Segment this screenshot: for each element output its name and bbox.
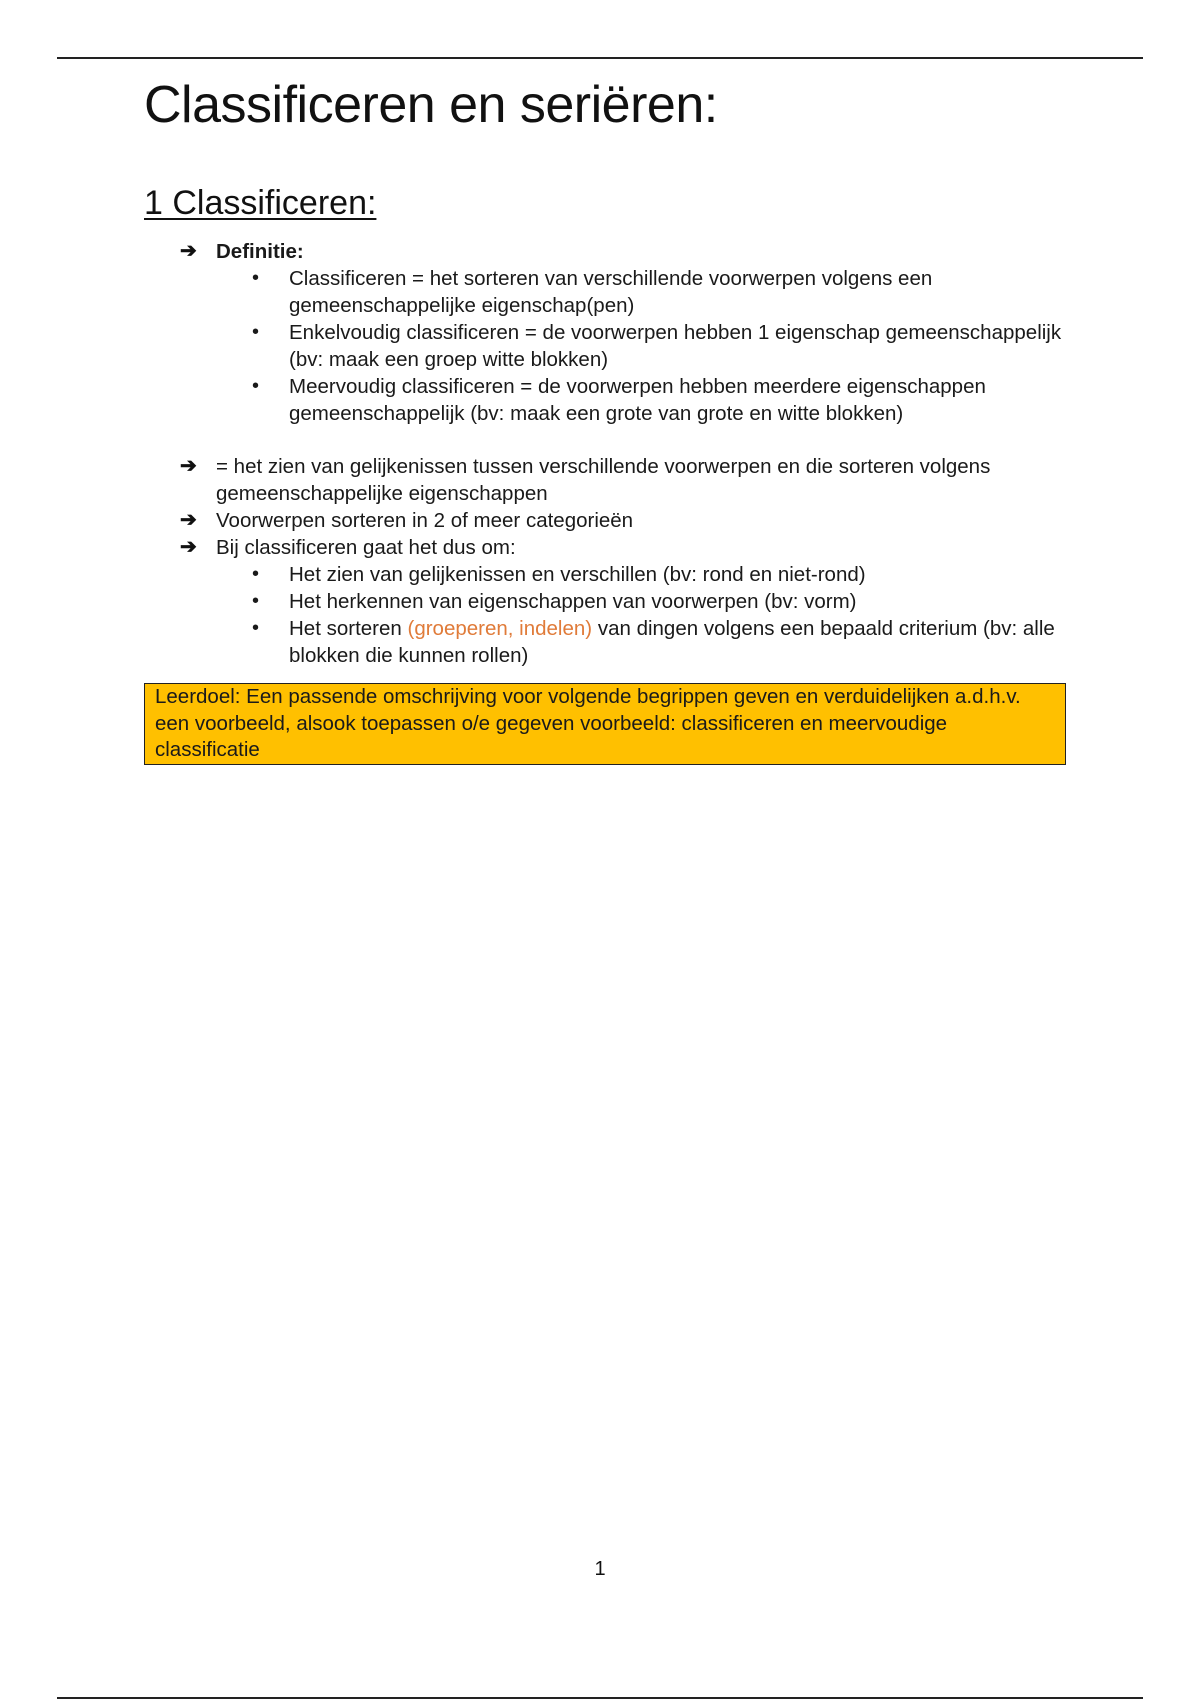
bullet-icon: • [252,563,260,585]
bullet-item [252,319,1064,373]
point-item [180,507,1064,534]
arrow-icon: ➔ [180,509,197,531]
bullet-icon: • [252,321,260,343]
document-title: Classificeren en seriëren: [144,76,718,134]
definition-label: Definitie: [216,240,304,263]
sub-point-text: Het herkennen van eigenschappen van voorwerpen (bv: vorm) [289,590,857,613]
definition-list [144,238,1064,427]
point-text: Bij classificeren gaat het dus om: [216,536,516,559]
definition-item [180,238,1064,427]
bullet-item [252,373,1064,427]
section-heading: 1 Classificeren: [144,184,377,222]
points-list [144,453,1064,669]
page-number: 1 [594,1558,606,1580]
bullet-item [252,588,1064,615]
definition-bullets [216,265,1064,427]
definition-text: Enkelvoudig classificeren = de voorwerpen hebben 1 eigenschap gemeenschappelijk (bv: maak een groep witte blokken) [289,321,1062,371]
definition-text: Classificeren = het sorteren van verschillende voorwerpen volgens een gemeenschappelijke eigenschap(pen) [289,267,933,317]
point-item [180,453,1064,507]
point-item [180,534,1064,669]
bullet-icon: • [252,590,260,612]
header-rule [57,57,1143,59]
bullet-item [252,561,1064,588]
bullet-icon: • [252,617,260,639]
arrow-icon: ➔ [180,240,197,262]
learning-goal-box [144,683,1066,765]
sorting-text-after: van dingen volgens een bepaald criterium (bv: alle blokken die kunnen rollen) [289,617,1055,667]
sub-points-list [216,561,1064,669]
point-text: = het zien van gelijkenissen tussen verschillende voorwerpen en die sorteren volgens gemeenschappelijke eigenschappen [216,455,991,505]
spacer [144,427,1064,453]
sorting-text-highlight: (groeperen, indelen) [407,617,593,640]
bullet-item [252,615,1064,669]
arrow-icon: ➔ [180,455,197,477]
page-content [144,70,1064,765]
point-text: Voorwerpen sorteren in 2 of meer categorieën [216,509,634,532]
definition-text: Meervoudig classificeren = de voorwerpen hebben meerdere eigenschappen gemeenschappelijk (bv: maak een grote van grote en witte blokken) [289,375,986,425]
bullet-icon: • [252,375,260,397]
footer-rule [57,1697,1143,1699]
sub-point-text: Het zien van gelijkenissen en verschillen (bv: rond en niet-rond) [289,563,866,586]
arrow-icon: ➔ [180,536,197,558]
learning-goal-text: Leerdoel: Een passende omschrijving voor volgende begrippen geven en verduidelijken a.d.h.v. een voorbeeld, alsook toepassen o/e gegeven voorbeeld: classificeren en meervoudige classificatie [155,685,1021,761]
bullet-item [252,265,1064,319]
bullet-icon: • [252,267,260,289]
sorting-text-before: Het sorteren [289,617,408,640]
